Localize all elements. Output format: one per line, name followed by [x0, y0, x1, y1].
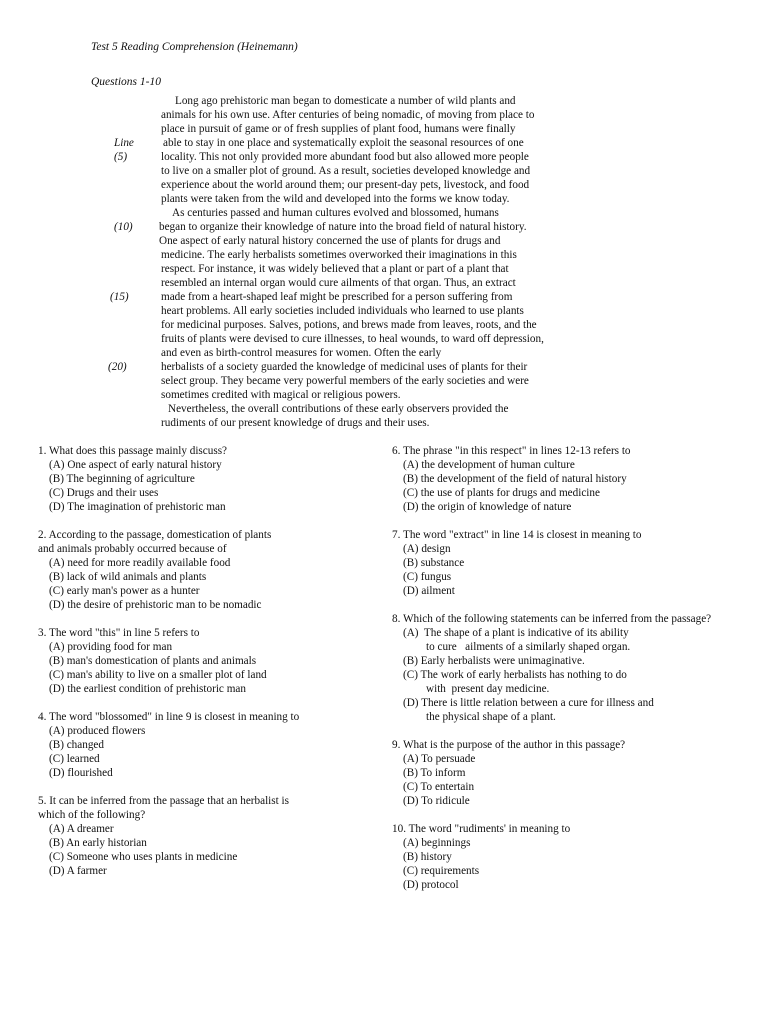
passage-line: began to organize their knowledge of nature into the broad field of natural history. — [159, 221, 527, 233]
passage-line: resembled an internal organ would cure ailments of that organ. Thus, an extract — [161, 277, 516, 289]
answer-option: (B) To inform — [403, 767, 466, 779]
answer-option: (B) The beginning of agriculture — [49, 473, 195, 485]
questions-left-column — [38, 444, 418, 892]
question-stem: 8. Which of the following statements can be inferred from the passage? — [392, 613, 712, 625]
passage-line: locality. This not only provided more abundant food but also allowed more people — [161, 151, 529, 163]
question-3 — [38, 626, 418, 696]
passage-line: plants were taken from the wild and developed into the forms we know today. — [161, 193, 510, 205]
line-marker-20: (20) — [108, 361, 127, 373]
answer-option: (B) An early historian — [49, 837, 147, 849]
passage-line: place in pursuit of game or of fresh supplies of plant food, humans were finally — [161, 123, 516, 135]
answer-option: (D) ailment — [403, 585, 455, 597]
questions-right-column — [392, 444, 768, 906]
answer-option: (A) The shape of a plant is indicative of its ability — [403, 627, 629, 639]
answer-option: (A) To persuade — [403, 753, 476, 765]
question-9 — [392, 738, 768, 808]
answer-option: (C) To entertain — [403, 781, 475, 793]
line-marker-10: (10) — [114, 221, 133, 233]
answer-option: (A) design — [403, 543, 451, 555]
question-5 — [38, 794, 418, 878]
passage-line: Nevertheless, the overall contributions of these early observers provided the — [168, 403, 509, 415]
passage-line: made from a heart-shaped leaf might be prescribed for a person suffering from — [161, 291, 513, 303]
answer-option: (C) learned — [49, 753, 100, 765]
passage-line: select group. They became very powerful members of the early societies and were — [161, 375, 529, 387]
answer-option-continued: with present day medicine. — [426, 683, 550, 695]
answer-option: (B) history — [403, 851, 452, 863]
answer-option: (B) man's domestication of plants and animals — [49, 655, 257, 667]
answer-option: (D) To ridicule — [403, 795, 470, 807]
answer-option: (B) Early herbalists were unimaginative. — [403, 655, 585, 667]
answer-option: (B) substance — [403, 557, 465, 569]
question-8 — [392, 612, 768, 724]
answer-option: (C) requirements — [403, 865, 480, 877]
passage-line: experience about the world around them; our present-day pets, livestock, and food — [161, 179, 530, 191]
question-4 — [38, 710, 418, 780]
question-7 — [392, 528, 768, 598]
answer-option: (B) lack of wild animals and plants — [49, 571, 207, 583]
answer-option: (A) One aspect of early natural history — [49, 459, 222, 471]
question-1 — [38, 444, 418, 514]
passage-line: Long ago prehistoric man began to domesticate a number of wild plants and — [175, 95, 516, 107]
line-marker-label: Line — [114, 137, 134, 149]
question-stem: 6. The phrase "in this respect" in lines 12-13 refers to — [392, 445, 631, 457]
passage-line: rudiments of our present knowledge of drugs and their uses. — [161, 417, 430, 429]
line-marker-15: (15) — [110, 291, 129, 303]
passage-line: respect. For instance, it was widely believed that a plant or part of a plant that — [161, 263, 509, 275]
answer-option: (D) the earliest condition of prehistoric man — [49, 683, 246, 695]
passage-line: able to stay in one place and systematically exploit the seasonal resources of one — [163, 137, 524, 149]
passage-line: One aspect of early natural history concerned the use of plants for drugs and — [159, 235, 501, 247]
answer-option: (D) A farmer — [49, 865, 107, 877]
question-stem: 9. What is the purpose of the author in this passage? — [392, 739, 626, 751]
passage-line: and even as birth-control measures for women. Often the early — [161, 347, 442, 359]
passage-line: to live on a smaller plot of ground. As a result, societies developed knowledge and — [161, 165, 531, 177]
passage-line: herbalists of a society guarded the knowledge of medicinal uses of plants for their — [161, 361, 528, 373]
question-stem: 3. The word "this" in line 5 refers to — [38, 627, 200, 639]
passage-line: heart problems. All early societies included individuals who learned to use plants — [161, 305, 524, 317]
question-stem: 5. It can be inferred from the passage that an herbalist is which of the following? — [38, 795, 290, 821]
question-stem: 7. The word "extract" in line 14 is closest in meaning to — [392, 529, 642, 541]
question-2 — [38, 528, 418, 612]
answer-option: (C) man's ability to live on a smaller plot of land — [49, 669, 267, 681]
answer-option: (D) the desire of prehistoric man to be nomadic — [49, 599, 262, 611]
answer-option: (A) A dreamer — [49, 823, 114, 835]
answer-option: (D) protocol — [403, 879, 459, 891]
answer-option: (D) The imagination of prehistoric man — [49, 501, 226, 513]
answer-option: (C) The work of early herbalists has nothing to do — [403, 669, 627, 681]
answer-option: (B) the development of the field of natural history — [403, 473, 627, 485]
answer-option: (A) providing food for man — [49, 641, 173, 653]
answer-option: (D) the origin of knowledge of nature — [403, 501, 572, 513]
answer-option: (C) fungus — [403, 571, 452, 583]
answer-option: (D) There is little relation between a cure for illness and — [403, 697, 654, 709]
answer-option: (C) Someone who uses plants in medicine — [49, 851, 238, 863]
passage-line: animals for his own use. After centuries of being nomadic, of moving from place to — [161, 109, 535, 121]
answer-option: (C) Drugs and their uses — [49, 487, 159, 499]
question-10 — [392, 822, 768, 892]
passage-line: for medicinal purposes. Salves, potions, and brews made from leaves, roots, and the — [161, 319, 537, 331]
answer-option: (C) early man's power as a hunter — [49, 585, 200, 597]
answer-option: (A) need for more readily available food — [49, 557, 231, 569]
answer-option-continued: to cure ailments of a similarly shaped organ. — [426, 641, 631, 653]
question-stem: 10. The word "rudiments' in meaning to — [392, 823, 571, 835]
answer-option: (B) changed — [49, 739, 104, 751]
passage-line: medicine. The early herbalists sometimes overworked their imaginations in this — [161, 249, 517, 261]
answer-option: (A) produced flowers — [49, 725, 146, 737]
answer-option-continued: the physical shape of a plant. — [426, 711, 556, 723]
question-stem: 2. According to the passage, domestication of plants and animals probably occurred because of — [38, 529, 272, 555]
answer-option: (C) the use of plants for drugs and medicine — [403, 487, 600, 499]
questions-label: Questions 1-10 — [91, 76, 161, 88]
question-stem: 4. The word "blossomed" in line 9 is closest in meaning to — [38, 711, 300, 723]
line-marker-5: (5) — [114, 151, 128, 163]
passage-line: sometimes credited with magical or religious powers. — [161, 389, 401, 401]
question-stem: 1. What does this passage mainly discuss? — [38, 445, 228, 457]
passage-line: fruits of plants were devised to cure illnesses, to heal wounds, to ward off depression, — [161, 333, 544, 345]
question-6 — [392, 444, 768, 514]
answer-option: (A) beginnings — [403, 837, 471, 849]
page-header: Test 5 Reading Comprehension (Heinemann) — [91, 41, 298, 53]
passage-line: As centuries passed and human cultures evolved and blossomed, humans — [172, 207, 499, 219]
answer-option: (A) the development of human culture — [403, 459, 575, 471]
answer-option: (D) flourished — [49, 767, 113, 779]
